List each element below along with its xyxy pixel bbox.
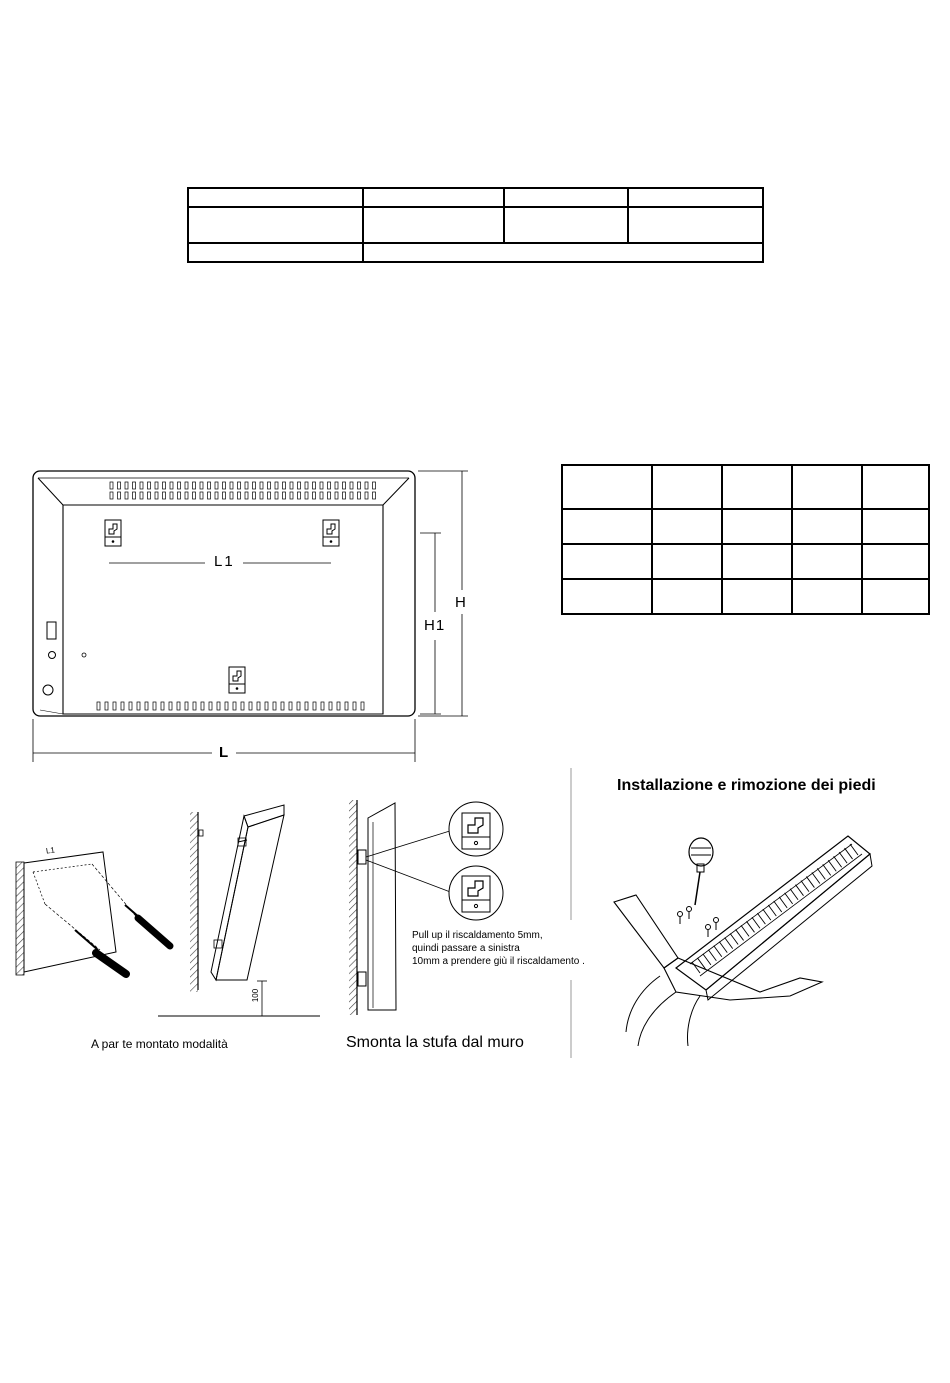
caption-remove-from-wall: Smonta la stufa dal muro: [346, 1034, 524, 1051]
heater-back-view: [33, 471, 468, 762]
note-line: Pull up il riscaldamento 5mm,: [412, 930, 543, 941]
dimension-label-h: H: [455, 594, 466, 611]
dimension-label-l1: L1: [214, 553, 235, 570]
note-line: quindi passare a sinistra: [412, 943, 520, 954]
feet-installation-title: Installazione e rimozione dei piedi: [617, 777, 876, 794]
removal-figure: [349, 800, 503, 1015]
distance-label-100: 100: [251, 988, 261, 1003]
note-line: 10mm a prendere giù il riscaldamento .: [412, 956, 585, 967]
dimension-label-h1: H1: [424, 617, 446, 634]
feet-installation-figure: [614, 836, 872, 1046]
wall-mount-perspective: [16, 852, 170, 975]
dimension-label-l: L: [219, 744, 229, 761]
caption-part-mounted: A par te montato modalità: [91, 1037, 228, 1051]
removal-note: [412, 929, 585, 968]
wall-mount-side: [158, 805, 320, 1016]
perspective-label-l1: L1: [45, 845, 56, 856]
